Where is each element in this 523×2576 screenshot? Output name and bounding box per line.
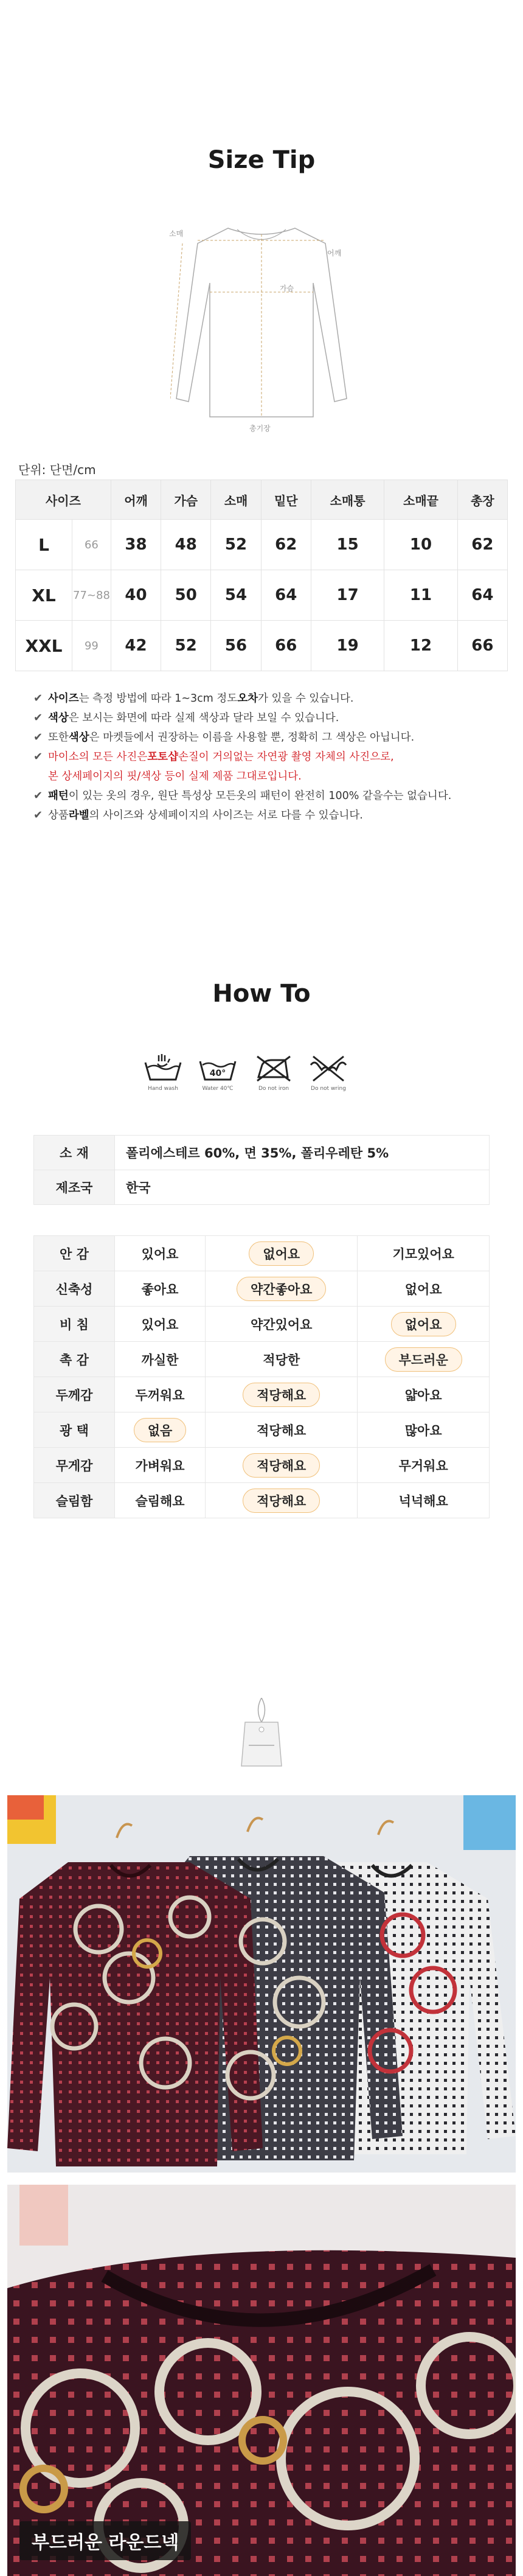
care-label: Water 40℃ [202,1086,234,1092]
value-cell: 48 [161,520,211,570]
value-cell: 12 [384,621,457,671]
table-row [34,1236,490,1271]
value-cell: 62 [261,520,311,570]
check-icon: ✔ [33,809,43,822]
table-row [16,570,508,621]
note-item [33,786,508,806]
svg-text:40°: 40° [209,1069,226,1078]
care-label: Do not wring [311,1086,346,1092]
feel-option-cell [115,1483,206,1518]
note-item [33,689,508,708]
value-cell: 62 [457,520,507,570]
feel-option: 넉넉해요 [398,1493,448,1509]
care-label: Do not iron [258,1086,289,1092]
feel-option-selected: 적당해요 [243,1453,320,1478]
feel-label: 슬림함 [34,1483,115,1518]
closeup-caption: 부드러운 라운드넥 [19,2521,191,2560]
note-text: 이 있는 옷의 경우, 원단 특성상 모든옷의 패턴이 완전히 100% 같을수는 없습니다. [68,790,452,802]
feel-table [33,1235,490,1518]
feel-option: 적당한 [263,1352,300,1367]
feel-option-cell [115,1236,206,1271]
note-bold: 색상 [48,712,69,724]
feel-option-cell [358,1483,490,1518]
size-header-cell: 가슴 [161,480,211,520]
note-bold: 오차 [237,693,258,705]
feel-option: 무거워요 [398,1458,448,1473]
value-cell: 38 [111,520,161,570]
note-text: 상품 [48,809,69,822]
feel-option-cell [206,1448,358,1483]
feel-option: 슬림해요 [135,1493,185,1509]
feel-option: 두꺼워요 [135,1387,185,1403]
note-item [33,728,508,747]
feel-option-selected: 없음 [134,1418,187,1442]
size-table [15,480,508,671]
feel-option-cell [206,1342,358,1377]
feel-option-cell [206,1236,358,1271]
table-row [34,1377,490,1412]
table-row [34,1412,490,1448]
label-shoulder: 어깨 [327,249,342,257]
table-row [16,520,508,570]
value-cell: 54 [211,570,261,621]
size-header-cell: 총장 [457,480,507,520]
feel-label: 비 침 [34,1307,115,1342]
value-cell: 64 [261,570,311,621]
table-row [34,1483,490,1518]
value-cell: 66 [457,621,507,671]
value-cell: 66 [261,621,311,671]
feel-label: 안 감 [34,1236,115,1271]
table-row [34,1342,490,1377]
feel-option: 가벼워요 [135,1458,185,1473]
feel-label: 두께감 [34,1377,115,1412]
check-icon: ✔ [33,750,43,763]
no-iron-icon [254,1053,294,1083]
shirt-diagram-icon [170,216,353,435]
care-hand-wash [139,1053,187,1092]
note-bold: 포토샵 [147,751,178,763]
product-photo-closeup [7,2185,516,2576]
table-row [16,621,508,671]
value-cell: 52 [161,621,211,671]
size-table-header [16,480,508,520]
note-item [33,767,508,786]
unit-label: 단위: 단면/cm [18,462,96,477]
table-row [34,1307,490,1342]
table-row [34,1271,490,1307]
feel-option-selected: 없어요 [249,1241,314,1266]
feel-label: 촉 감 [34,1342,115,1377]
note-item [33,708,508,728]
hand-wash-icon [143,1053,183,1083]
note-text: 의 사이즈와 상세페이지의 사이즈는 서로 다를 수 있습니다. [89,809,363,822]
note-text: 은 보시는 화면에 따라 실제 색상과 달라 보일 수 있습니다. [68,712,339,724]
feel-option: 좋아요 [141,1282,179,1297]
note-text: 마이소의 모든 사진은 [48,751,148,763]
origin-value: 한국 [115,1170,490,1205]
label-chest: 가슴 [280,284,294,293]
feel-option: 없어요 [404,1282,442,1297]
note-bold: 라벨 [68,809,89,822]
size-cell: XXL [16,621,72,671]
feel-option-cell [206,1412,358,1448]
note-bold: 패턴 [48,790,69,802]
origin-label: 제조국 [34,1170,115,1205]
note-item [33,806,508,825]
feel-label: 광 택 [34,1412,115,1448]
feel-option-cell [358,1448,490,1483]
size-cell: L [16,520,72,570]
feel-option: 까실한 [141,1352,179,1367]
value-cell: 10 [384,520,457,570]
note-item [33,747,508,767]
feel-option: 있어요 [141,1246,179,1262]
material-table [33,1135,490,1205]
feel-option: 있어요 [141,1317,179,1332]
label-length: 총기장 [249,424,271,433]
feel-option-selected: 약간좋아요 [237,1277,326,1301]
table-row [34,1136,490,1170]
note-text: 는 측정 방법에 따라 1~3cm 정도 [78,693,238,705]
feel-label: 신축성 [34,1271,115,1307]
feel-option-cell [358,1307,490,1342]
notes-list [33,689,508,825]
feel-option-selected: 없어요 [391,1312,456,1336]
size-tip-title: Size Tip [207,146,316,174]
feel-option-selected: 적당해요 [243,1489,320,1513]
value-cell: 50 [161,570,211,621]
feel-option-cell [358,1342,490,1377]
feel-option-cell [206,1271,358,1307]
table-row [34,1170,490,1205]
note-bold: 색상 [68,731,89,744]
note-text: 또한 [48,731,69,744]
value-cell: 11 [384,570,457,621]
care-no-iron [249,1053,298,1092]
table-row [34,1448,490,1483]
value-cell: 64 [457,570,507,621]
product-photo-main [7,1795,516,2173]
feel-option-cell [115,1448,206,1483]
label-sleeve: 소매 [169,229,184,238]
korean-size-cell: 66 [72,520,111,570]
care-no-wring [304,1053,353,1092]
feel-option: 기모있어요 [392,1246,454,1262]
feel-label: 무게감 [34,1448,115,1483]
size-header-cell: 소매끝 [384,480,457,520]
size-header-cell: 소매 [211,480,261,520]
feel-option-cell [115,1271,206,1307]
how-to-title: How To [212,980,311,1008]
care-water-40 [193,1053,242,1092]
feel-option: 약간있어요 [251,1317,313,1332]
korean-size-cell: 77~88 [72,570,111,621]
material-value: 폴리에스테르 60%, 면 35%, 폴리우레탄 5% [115,1136,490,1170]
size-header-cell: 소매통 [311,480,384,520]
feel-option-cell [115,1412,206,1448]
value-cell: 17 [311,570,384,621]
feel-option-selected: 부드러운 [385,1347,462,1372]
value-cell: 52 [211,520,261,570]
hang-tag-icon [237,1698,286,1771]
note-text: 은 마켓들에서 권장하는 이름을 사용할 뿐, 정확히 그 색상은 아닙니다. [89,731,415,744]
feel-option: 적당해요 [257,1423,307,1438]
value-cell: 19 [311,621,384,671]
feel-option-cell [206,1483,358,1518]
size-header-cell: 어깨 [111,480,161,520]
note-bold: 사이즈 [48,693,79,705]
feel-option-cell [358,1377,490,1412]
korean-size-cell: 99 [72,621,111,671]
care-label: Hand wash [148,1086,178,1092]
size-cell: XL [16,570,72,621]
size-header-cell: 밑단 [261,480,311,520]
note-text: 손질이 거의없는 자연광 촬영 자체의 사진으로, [178,751,394,763]
size-diagram [170,216,353,435]
value-cell: 15 [311,520,384,570]
value-cell: 42 [111,621,161,671]
note-text: 가 있을 수 있습니다. [258,693,354,705]
value-cell: 56 [211,621,261,671]
feel-option-cell [358,1236,490,1271]
check-icon: ✔ [33,692,43,705]
feel-option-cell [206,1377,358,1412]
material-label: 소 재 [34,1136,115,1170]
feel-option-cell [115,1342,206,1377]
water-40-icon [198,1053,238,1083]
no-wring-icon [308,1053,348,1083]
feel-option-cell [358,1271,490,1307]
feel-option-selected: 적당해요 [243,1383,320,1407]
check-icon: ✔ [33,789,43,802]
feel-option-cell [206,1307,358,1342]
value-cell: 40 [111,570,161,621]
note-text: 본 상세페이지의 핏/색상 등이 실제 제품 그대로입니다. [48,770,302,783]
feel-option: 얇아요 [404,1387,442,1403]
feel-option-cell [115,1377,206,1412]
feel-option-cell [358,1412,490,1448]
size-header-cell: 사이즈 [16,480,111,520]
check-icon: ✔ [33,711,43,724]
check-icon: ✔ [33,731,43,744]
feel-option-cell [115,1307,206,1342]
feel-option: 많아요 [404,1423,442,1438]
